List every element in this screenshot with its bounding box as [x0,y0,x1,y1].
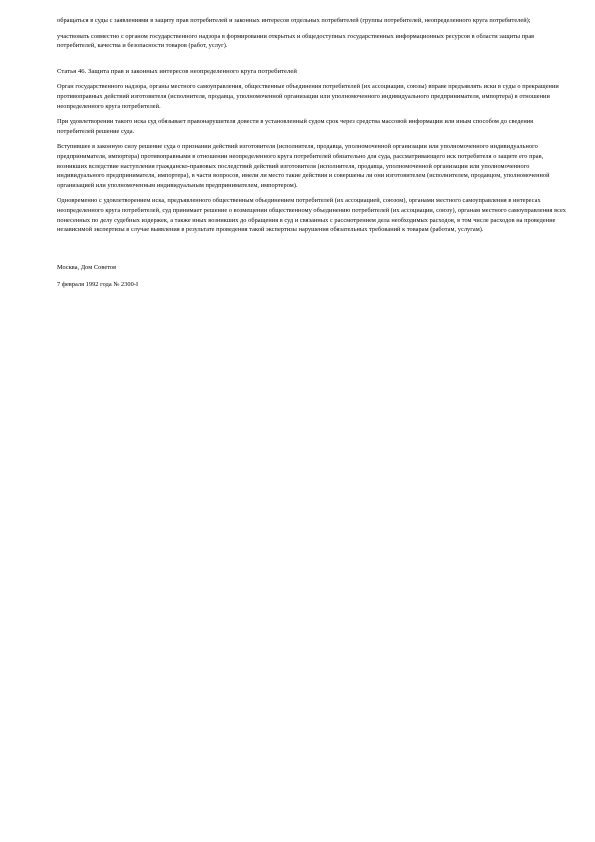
article-heading: Статья 46. Защита прав и законных интересов неопределенного круга потребителей [57,67,297,75]
paragraph: обращаться в суды с заявлениями в защиту прав потребителей и законных интересов отдельных потребителей (группы потребителей, неопределенного круга потребителей); [57,17,531,24]
document-page [57,16,569,290]
signature-place: Москва, Дом Советов [57,263,117,271]
paragraph: Вступившее в законную силу решение суда о признании действий изготовителя (исполнителя, продавца, уполномоченной организации или уполномоченного индивидуального предпринимателя, импортера) противоправными в отношении неопределенного круга потребителей обязательно для суда, рассматривающего иск потребителя о защите его прав, возникших вследствие наступления гражданско-правовых последствий действий изготовителя (исполнителя, продавца, уполномоченной организации или уполномоченного индивидуального предпринимателя, импортера), в части вопросов, имели ли место такие действия и совершены ли они изготовителем (исполнителем, продавцом, уполномоченной организацией или уполномоченным индивидуальным предпринимателем, импортером). [57,143,550,189]
paragraph: При удовлетворении такого иска суд обязывает правонарушителя довести в установленный судом срок через средства массовой информации или иным способом до сведения потребителей решение суда. [57,118,534,135]
paragraph: Одновременно с удовлетворением иска, предъявленного общественным объединением потребителей (их ассоциацией, союзом), органами местного самоуправления в интересах неопределенного круга потребителей, суд принимает решение о возмещении общественному объединению потребителей (их ассоциации, союзу), органам местного самоуправления всех понесенных по делу судебных издержек, а также иных возникших до обращения в суд и связанных с рассмотрением дела необходимых расходов, в том числе расходов на проведение независимой экспертизы в случае выявления в результате проведения такой экспертизы нарушения обязательных требований к товарам (работам, услугам). [57,197,566,234]
paragraph: участвовать совместно с органом государственного надзора в формировании открытых и общедоступных государственных информационных ресурсов в области защиты прав потребителей, качества и безопасности товаров (работ, услуг). [57,32,535,50]
paragraph: Орган государственного надзора, органы местного самоуправления, общественные объединения потребителей (их ассоциации, союзы) вправе предъявлять иски в суды о прекращении противоправных действий изготовителя (исполнителя, продавца, уполномоченной организации или уполномоченного индивидуального предпринимателя, импортера) в отношении неопределенного круга потребителей. [57,83,559,110]
signature-date: 7 февраля 1992 года № 2300-I [57,281,139,289]
